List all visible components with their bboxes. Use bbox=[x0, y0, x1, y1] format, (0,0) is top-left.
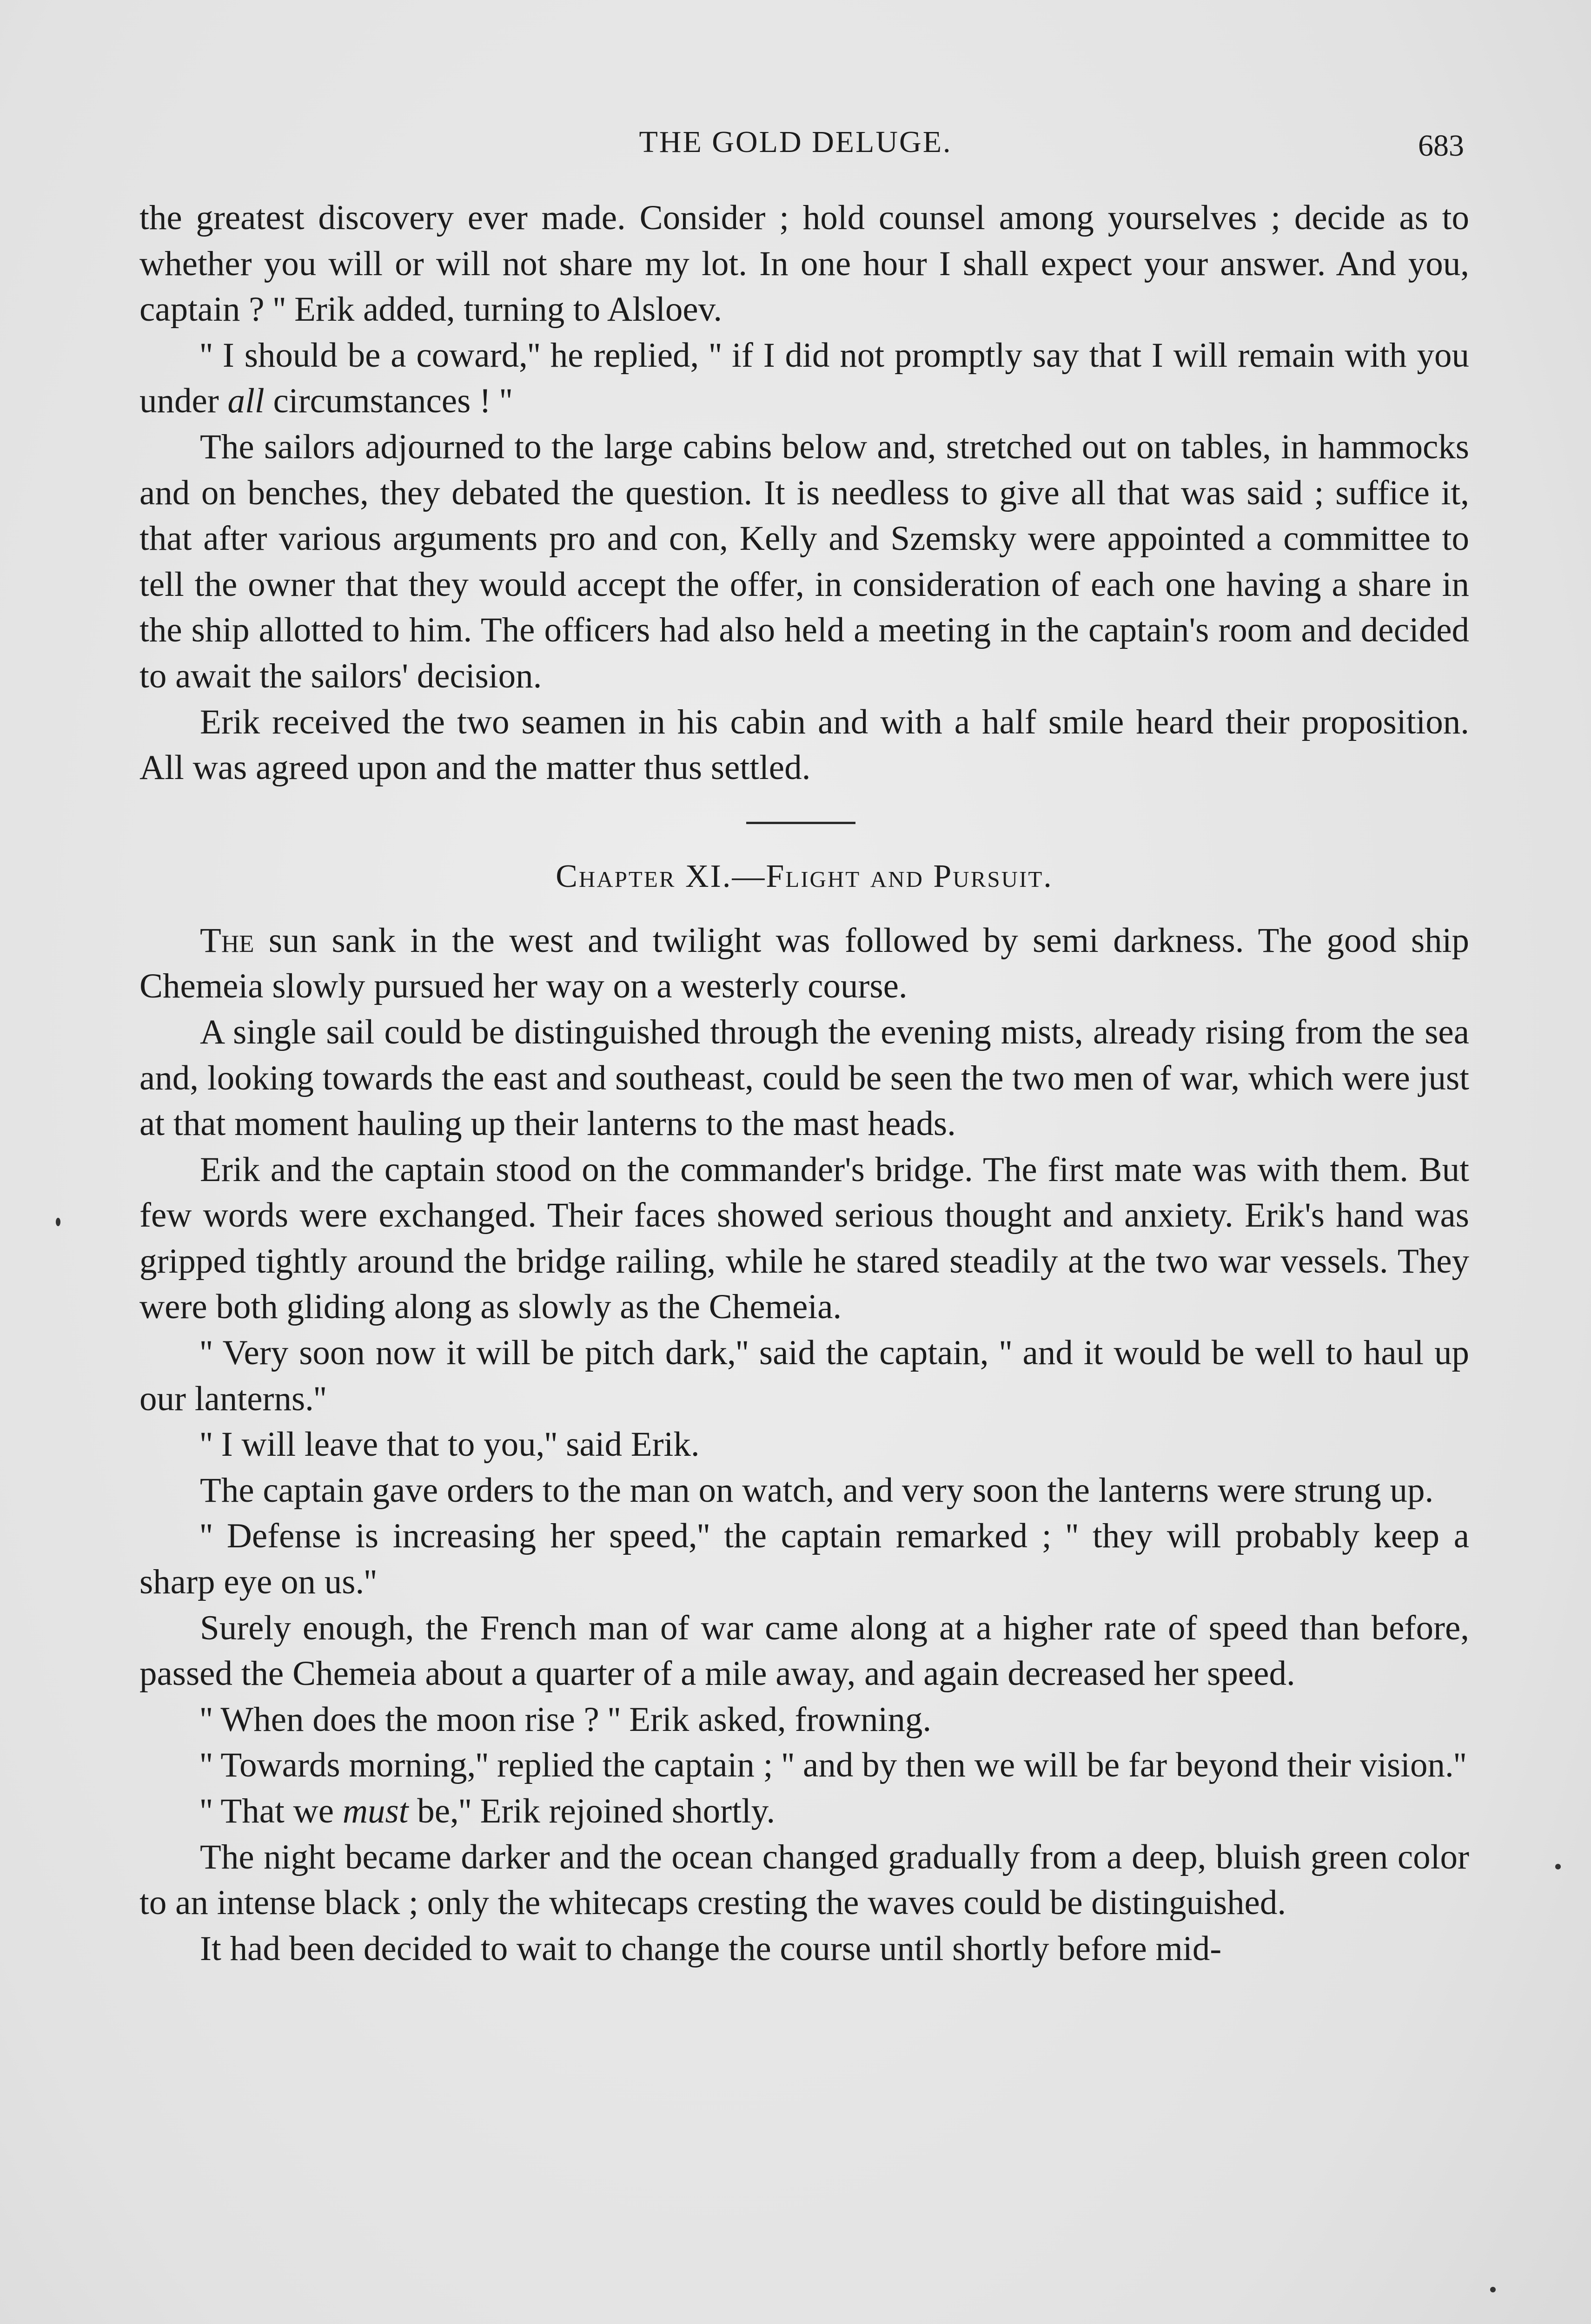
paragraph: The sailors adjourned to the large cabins below and, stretched out on tables, in hammocks and on benches, they debated the question. It is needless to give all that was said ; suffice it, that after various arguments pro and con, Kelly and Szemsky were appointed a committee to tell the owner that they would accept the offer, in consideration of each one having a share in the ship allotted to him. The officers had also held a meeting in the captain's room and decided to await the sailors' decision. bbox=[139, 427, 1469, 695]
paragraph: '' When does the moon rise ? '' Erik asked, frowning. bbox=[200, 1700, 932, 1739]
paragraph: '' Very soon now it will be pitch dark,'' said the captain, '' and it would be well to haul up our lanterns.'' bbox=[139, 1334, 1469, 1418]
paragraph: Surely enough, the French man of war came along at a higher rate of speed than before, passed the Chemeia about a quarter of a mile away, and again decreased her speed. bbox=[139, 1608, 1469, 1693]
paragraph: The captain gave orders to the man on watch, and very soon the lanterns were strung up. bbox=[200, 1471, 1434, 1510]
text-run: sun sank in the west and twilight was followed by semi darkness. The good ship Chemeia slowly pursued her way on a westerly course. bbox=[139, 921, 1469, 1006]
page-number: 683 bbox=[1418, 129, 1464, 163]
lead-word: The bbox=[200, 921, 254, 960]
paragraph: '' I will leave that to you,'' said Erik. bbox=[200, 1425, 700, 1464]
paragraph: the greatest discovery ever made. Consider ; hold counsel among yourselves ; decide as to whether you will or will not share my lot. In one hour I shall expect your answer. And you, captain ? '' Erik added, turning to Alsloev. bbox=[139, 198, 1469, 329]
paragraph: The night became darker and the ocean changed gradually from a deep, bluish green color to an intense black ; only the whitecaps cresting the waves could be distinguished. bbox=[139, 1837, 1469, 1922]
paper-speck bbox=[56, 1218, 60, 1226]
text-run: '' I should be a coward,'' he replied, '' if I did not promptly say that I will remain with you under bbox=[139, 336, 1469, 421]
paragraph: Erik received the two seamen in his cabin and with a half smile heard their proposition. All was agreed upon and the matter thus settled. bbox=[139, 702, 1469, 787]
text-column bbox=[139, 195, 1469, 1972]
text-run: circumstances ! '' bbox=[264, 382, 512, 421]
paragraph bbox=[139, 333, 1469, 424]
running-title: THE GOLD DELUGE. bbox=[639, 125, 952, 159]
paragraph: '' Towards morning,'' replied the captain ; '' and by then we will be far beyond their vision.'' bbox=[200, 1746, 1466, 1785]
chapter-heading: Chapter XI.—Flight and Pursuit. bbox=[556, 858, 1053, 894]
text-run: '' That we bbox=[200, 1792, 343, 1830]
paper-speck bbox=[1490, 2287, 1496, 2292]
divider-rule bbox=[746, 822, 855, 824]
text-run: be,'' Erik rejoined shortly. bbox=[408, 1792, 776, 1830]
paragraph: '' Defense is increasing her speed,'' the captain remarked ; '' they will probably keep a sharp eye on us.'' bbox=[139, 1517, 1469, 1602]
paragraph bbox=[139, 918, 1469, 1010]
emphasis: all bbox=[227, 382, 265, 421]
paper-speck bbox=[1555, 1864, 1561, 1869]
paragraph bbox=[139, 1789, 1469, 1835]
paragraph: A single sail could be distinguished through the evening mists, already rising from the sea and, looking towards the east and southeast, could be seen the two men of war, which were just at that moment hauling up their lanterns to the mast heads. bbox=[139, 1012, 1469, 1143]
paragraph: It had been decided to wait to change the course until shortly before mid- bbox=[200, 1929, 1222, 1968]
section-divider bbox=[139, 791, 1469, 854]
emphasis: must bbox=[342, 1792, 409, 1830]
paragraph: Erik and the captain stood on the commander's bridge. The first mate was with them. But few words were exchanged. Their faces showed serious thought and anxiety. Erik's hand was gripped tightly around the bridge railing, while he stared steadily at the two war vessels. They were both gliding along as slowly as the Chemeia. bbox=[139, 1150, 1469, 1327]
